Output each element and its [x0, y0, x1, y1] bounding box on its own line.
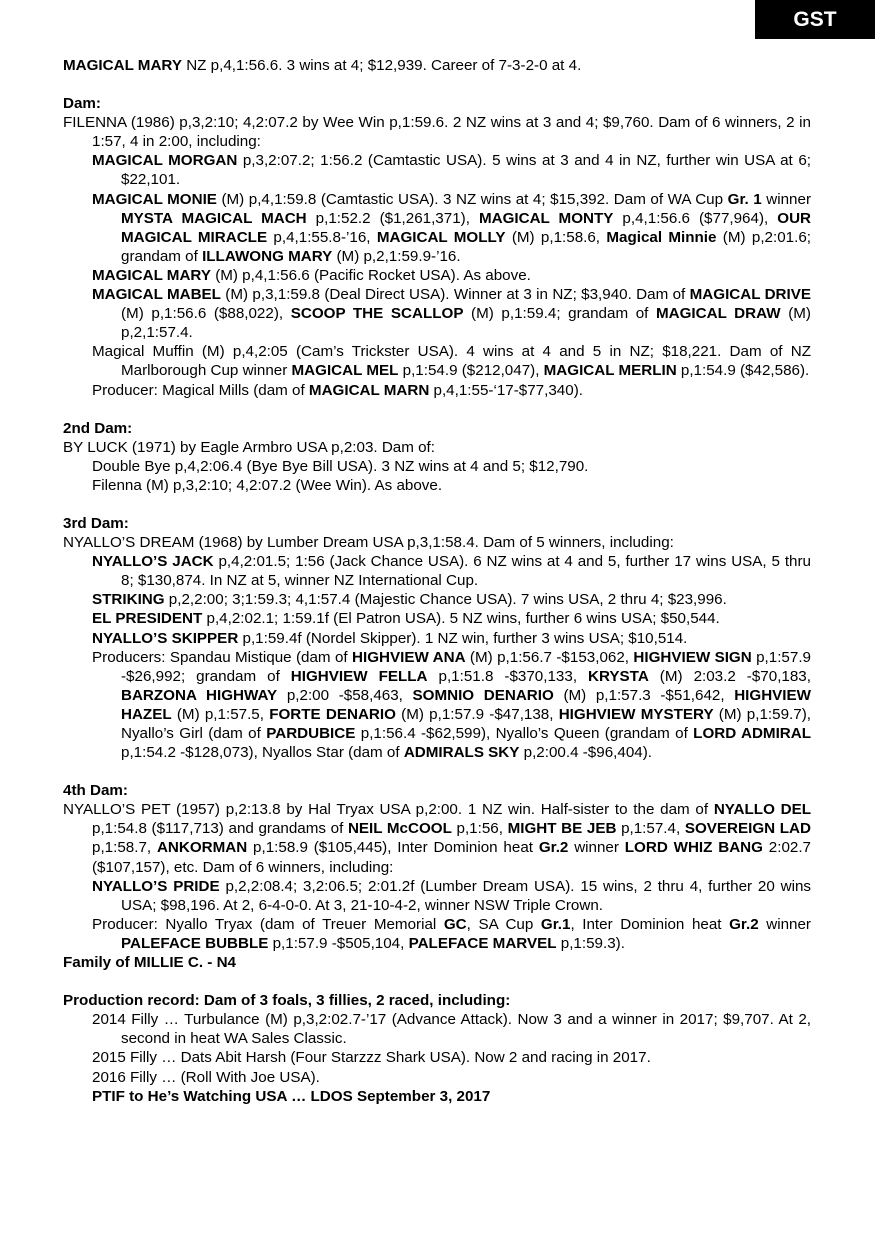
- text-run: (M) p,1:56.7 -$153,062,: [465, 648, 634, 666]
- bold-text-run: KRYSTA: [588, 667, 649, 685]
- progeny-entry: [63, 629, 811, 648]
- bold-text-run: FORTE DENARIO: [269, 705, 396, 723]
- text-run: p,1:52.2 ($1,261,371),: [306, 209, 479, 227]
- section-tag: [755, 0, 875, 39]
- bold-text-run: Gr.2: [538, 839, 569, 857]
- progeny-entry: [63, 285, 811, 342]
- text-run: (M) p,4,1:56.6 (Pacific Rocket USA). As above.: [210, 266, 531, 284]
- text-run: p,1:57.9 -$505,104,: [268, 934, 409, 952]
- bold-text-run: MAGICAL DRAW: [655, 305, 781, 323]
- text-run: NZ p,4,1:56.6. 3 wins at 4; $12,939. Career of 7-3-2-0 at 4.: [181, 57, 582, 74]
- bold-text-run: 3rd Dam:: [63, 514, 129, 532]
- text-run: p,4,2:01.5; 1:56 (Jack Chance USA). 6 NZ wins at 4 and 5, further 17 wins USA, 5 thru 8; $130,874. In NZ at 5, winner NZ International Cup.: [121, 553, 811, 590]
- text-run: p,2:00.4 -$96,404).: [519, 744, 652, 762]
- progeny-entry: [63, 1068, 811, 1087]
- text-run: p,1:57.4,: [616, 820, 685, 838]
- bold-text-run: NYALLO’S JACK: [92, 553, 214, 571]
- text-run: p,4,2:02.1; 1:59.1f (El Patron USA). 5 NZ wins, further 6 wins USA; $50,544.: [202, 610, 720, 628]
- bold-text-run: PALEFACE BUBBLE: [121, 934, 269, 952]
- bold-text-run: PARDUBICE: [266, 725, 356, 742]
- text-run: p,1:54.9 ($212,047),: [398, 362, 544, 380]
- text-run: p,1:58.9 ($105,445), Inter Dominion heat: [247, 839, 539, 857]
- bold-text-run: SOMNIO DENARIO: [412, 686, 554, 704]
- bold-text-run: 4th Dam:: [63, 782, 128, 800]
- progeny-entry: [63, 1048, 811, 1067]
- progeny-entry: [63, 381, 811, 400]
- progeny-entry: [63, 190, 811, 266]
- text-run: (M) p,2,1:59.9-’16.: [332, 247, 461, 265]
- text-run: (M) p,2:01.6; grandam of: [121, 228, 811, 265]
- progeny-entry: [63, 648, 811, 763]
- text-run: p,2:00 -$58,463,: [277, 686, 413, 704]
- bold-text-run: MAGICAL MONTY: [478, 209, 614, 227]
- bold-text-run: PALEFACE MARVEL: [408, 934, 557, 952]
- bold-text-run: MAGICAL MARN: [308, 381, 430, 399]
- text-run: Double Bye p,4,2:06.4 (Bye Bye Bill USA). 3 NZ wins at 4 and 5; $12,790.: [92, 457, 589, 475]
- bold-text-run: STRIKING: [92, 591, 165, 609]
- text-run: (M) p,1:58.6,: [505, 228, 607, 246]
- bold-text-run: MAGICAL MONIE: [92, 190, 217, 208]
- progeny-entry: [63, 342, 811, 380]
- paragraph-spacer: [63, 75, 811, 94]
- text-run: NYALLO’S PET (1957) p,2:13.8 by Hal Tryax USA p,2:00. 1 NZ win. Half-sister to the dam of: [63, 801, 714, 819]
- bold-text-run: Gr. 1: [727, 190, 762, 208]
- bold-text-run: MAGICAL MABEL: [92, 286, 221, 304]
- progeny-entry: [63, 1010, 811, 1048]
- text-run: winner: [761, 190, 811, 208]
- text-run: (M) p,4,1:59.8 (Camtastic USA). 3 NZ wins at 4; $15,392. Dam of WA Cup: [216, 190, 728, 208]
- bold-text-run: MAGICAL MERLIN: [543, 362, 677, 380]
- bold-text-run: Dam:: [63, 95, 101, 113]
- text-run: p,1:54.2 -$128,073), Nyallos Star (dam of: [121, 744, 404, 762]
- bold-text-run: BARZONA HIGHWAY: [121, 686, 278, 704]
- bold-text-run: GC: [443, 915, 467, 933]
- bold-text-run: MIGHT BE JEB: [507, 820, 617, 838]
- progeny-entry: [63, 457, 811, 476]
- text-run: , SA Cup: [466, 915, 541, 933]
- bold-text-run: HIGHVIEW ANA: [352, 648, 466, 666]
- bold-text-run: Family of MILLIE C. - N4: [63, 954, 236, 972]
- pedigree-paragraph: [63, 113, 811, 151]
- bold-text-run: MAGICAL MORGAN: [92, 152, 238, 170]
- progeny-entry: [63, 266, 811, 285]
- bold-text-run: ANKORMAN: [156, 839, 248, 857]
- bold-text-run: Magical Minnie: [606, 228, 717, 246]
- text-run: (M) 2:03.2 -$70,183,: [648, 667, 811, 685]
- bold-text-run: MAGICAL MARY: [92, 266, 211, 284]
- progeny-entry: [63, 590, 811, 609]
- text-run: 2016 Filly … (Roll With Joe USA).: [92, 1068, 320, 1086]
- bold-text-run: HIGHVIEW SIGN: [633, 648, 752, 666]
- bold-text-run: Gr.1: [540, 915, 571, 933]
- text-run: (M) p,1:56.6 ($88,022),: [121, 305, 291, 323]
- text-run: (M) p,1:59.4; grandam of: [463, 305, 656, 323]
- text-run: p,1:54.9 ($42,586).: [676, 362, 810, 380]
- bold-text-run: HIGHVIEW MYSTERY: [558, 705, 714, 723]
- text-run: p,2,2:00; 3;1:59.3; 4,1:57.4 (Majestic Chance USA). 7 wins USA, 2 thru 4; $23,996.: [164, 591, 727, 609]
- progeny-entry: [63, 151, 811, 189]
- text-run: Producer: Nyallo Tryax (dam of Treuer Memorial: [92, 915, 444, 933]
- text-run: Magical Muffin (M) p,4,2:05 (Cam’s Trickster USA). 4 wins at 4 and 5 in NZ; $18,221. Dam of NZ Marlborough Cup winner: [92, 343, 811, 380]
- text-run: , Inter Dominion heat: [570, 915, 730, 933]
- pedigree-paragraph: [63, 56, 811, 75]
- text-run: NYALLO’S DREAM (1968) by Lumber Dream USA p,3,1:58.4. Dam of 5 winners, including:: [63, 534, 674, 552]
- text-run: p,1:58.7,: [92, 839, 157, 857]
- bold-text-run: EL PRESIDENT: [92, 610, 203, 628]
- bold-text-run: MAGICAL MOLLY: [376, 228, 506, 246]
- pedigree-paragraph: [63, 800, 811, 876]
- pedigree-paragraph: [63, 438, 811, 457]
- bold-text-run: HIGHVIEW HAZEL: [121, 686, 811, 723]
- text-run: p,3,2:07.2; 1:56.2 (Camtastic USA). 5 wins at 3 and 4 in NZ, further win USA at 6; $22,101.: [121, 152, 811, 189]
- bold-text-run: MAGICAL MARY: [63, 57, 182, 74]
- text-run: 2:02.7 ($107,157), etc. Dam of 6 winners, including:: [92, 839, 811, 876]
- text-run: 2014 Filly … Turbulance (M) p,3,2:02.7-’17 (Advance Attack). Now 3 and a winner in 2017; $9,707. At 2, second in heat WA Sales Classic.: [92, 1011, 811, 1048]
- text-run: (M) p,3,1:59.8 (Deal Direct USA). Winner at 3 in NZ; $3,940. Dam of: [220, 286, 690, 304]
- bold-text-run: PTIF to He’s Watching USA … LDOS September 3, 2017: [92, 1087, 491, 1105]
- text-run: 2015 Filly … Dats Abit Harsh (Four Starzzz Shark USA). Now 2 and racing in 2017.: [92, 1049, 651, 1067]
- bold-text-run: NYALLO DEL: [713, 801, 811, 819]
- bold-text-run: HIGHVIEW FELLA: [290, 667, 428, 685]
- text-run: p,1:54.8 ($117,713) and grandams of: [92, 820, 348, 838]
- text-run: (M) p,1:57.3 -$51,642,: [553, 686, 735, 704]
- text-run: (M) p,1:57.9 -$47,138,: [395, 705, 559, 723]
- bold-text-run: NYALLO’S PRIDE: [92, 877, 220, 895]
- section-heading: [63, 953, 811, 972]
- text-run: Filenna (M) p,3,2:10; 4,2:07.2 (Wee Win). As above.: [92, 476, 443, 494]
- section-heading: [63, 514, 811, 533]
- text-run: p,2,2:08.4; 3,2:06.5; 2:01.2f (Lumber Dream USA). 15 wins, 2 thru 4, further 20 wins USA; $98,196. At 2, 6-4-0-0. At 3, 21-10-4-2, winner NSW Triple Crown.: [121, 877, 811, 914]
- progeny-entry: [63, 609, 811, 628]
- section-heading: [63, 419, 811, 438]
- bold-text-run: LORD WHIZ BANG: [624, 839, 763, 857]
- text-run: p,4,1:55-‘17-$77,340).: [429, 381, 583, 399]
- bold-text-run: MAGICAL MEL: [291, 362, 399, 380]
- progeny-entry: [63, 552, 811, 590]
- bold-text-run: MYSTA MAGICAL MACH: [121, 209, 307, 227]
- pedigree-paragraph: [63, 533, 811, 552]
- text-run: p,1:51.8 -$370,133,: [427, 667, 589, 685]
- progeny-entry: [63, 915, 811, 953]
- text-run: (M) p,1:57.5,: [171, 705, 270, 723]
- paragraph-spacer: [63, 762, 811, 781]
- text-run: p,1:59.4f (Nordel Skipper). 1 NZ win, further 3 wins USA; $10,514.: [238, 629, 688, 647]
- section-heading: [63, 94, 811, 113]
- text-run: winner: [568, 839, 625, 857]
- text-run: p,4,1:55.8-’16,: [267, 228, 377, 246]
- bold-text-run: ADMIRALS SKY: [403, 744, 520, 762]
- text-run: BY LUCK (1971) by Eagle Armbro USA p,2:03. Dam of:: [63, 438, 435, 456]
- section-heading: [63, 991, 811, 1010]
- bold-text-run: ILLAWONG MARY: [202, 247, 333, 265]
- section-tag-label: GST: [793, 7, 837, 31]
- pedigree-page: [63, 56, 811, 1106]
- text-run: p,1:57.9 -$26,992; grandam of: [121, 648, 811, 685]
- bold-text-run: MAGICAL DRIVE: [689, 286, 812, 304]
- progeny-entry: [63, 877, 811, 915]
- bold-text-run: Production record: Dam of 3 foals, 3 fillies, 2 raced, including:: [63, 992, 511, 1010]
- text-run: Producer: Magical Mills (dam of: [92, 381, 309, 399]
- text-run: FILENNA (1986) p,3,2:10; 4,2:07.2 by Wee Win p,1:59.6. 2 NZ wins at 3 and 4; $9,760. Dam of 6 winners, 2 in 1:57, 4 in 2:00, including:: [63, 114, 811, 151]
- text-run: (M) p,2,1:57.4.: [121, 305, 811, 342]
- bold-text-run: LORD ADMIRAL: [693, 725, 812, 742]
- paragraph-spacer: [63, 400, 811, 419]
- paragraph-spacer: [63, 972, 811, 991]
- text-run: (M) p,1:59.7), Nyallo’s Girl (dam of: [121, 705, 811, 742]
- bold-text-run: SOVEREIGN LAD: [684, 820, 811, 838]
- bold-text-run: NEIL McCOOL: [347, 820, 452, 838]
- bold-text-run: 2nd Dam:: [63, 419, 133, 437]
- text-run: p,1:56,: [451, 820, 508, 838]
- paragraph-spacer: [63, 495, 811, 514]
- progeny-entry: [63, 476, 811, 495]
- text-run: p,4,1:56.6 ($77,964),: [613, 209, 778, 227]
- bold-text-run: NYALLO’S SKIPPER: [92, 629, 239, 647]
- progeny-entry: [63, 1087, 811, 1106]
- bold-text-run: SCOOP THE SCALLOP: [290, 305, 464, 323]
- text-run: Producers: Spandau Mistique (dam of: [92, 648, 353, 666]
- bold-text-run: OUR MAGICAL MIRACLE: [121, 209, 811, 246]
- text-run: winner: [758, 915, 811, 933]
- section-heading: [63, 781, 811, 800]
- text-run: p,1:56.4 -$62,599), Nyallo’s Queen (grandam of: [355, 725, 694, 742]
- text-run: p,1:59.3).: [556, 934, 625, 952]
- bold-text-run: Gr.2: [729, 915, 759, 933]
